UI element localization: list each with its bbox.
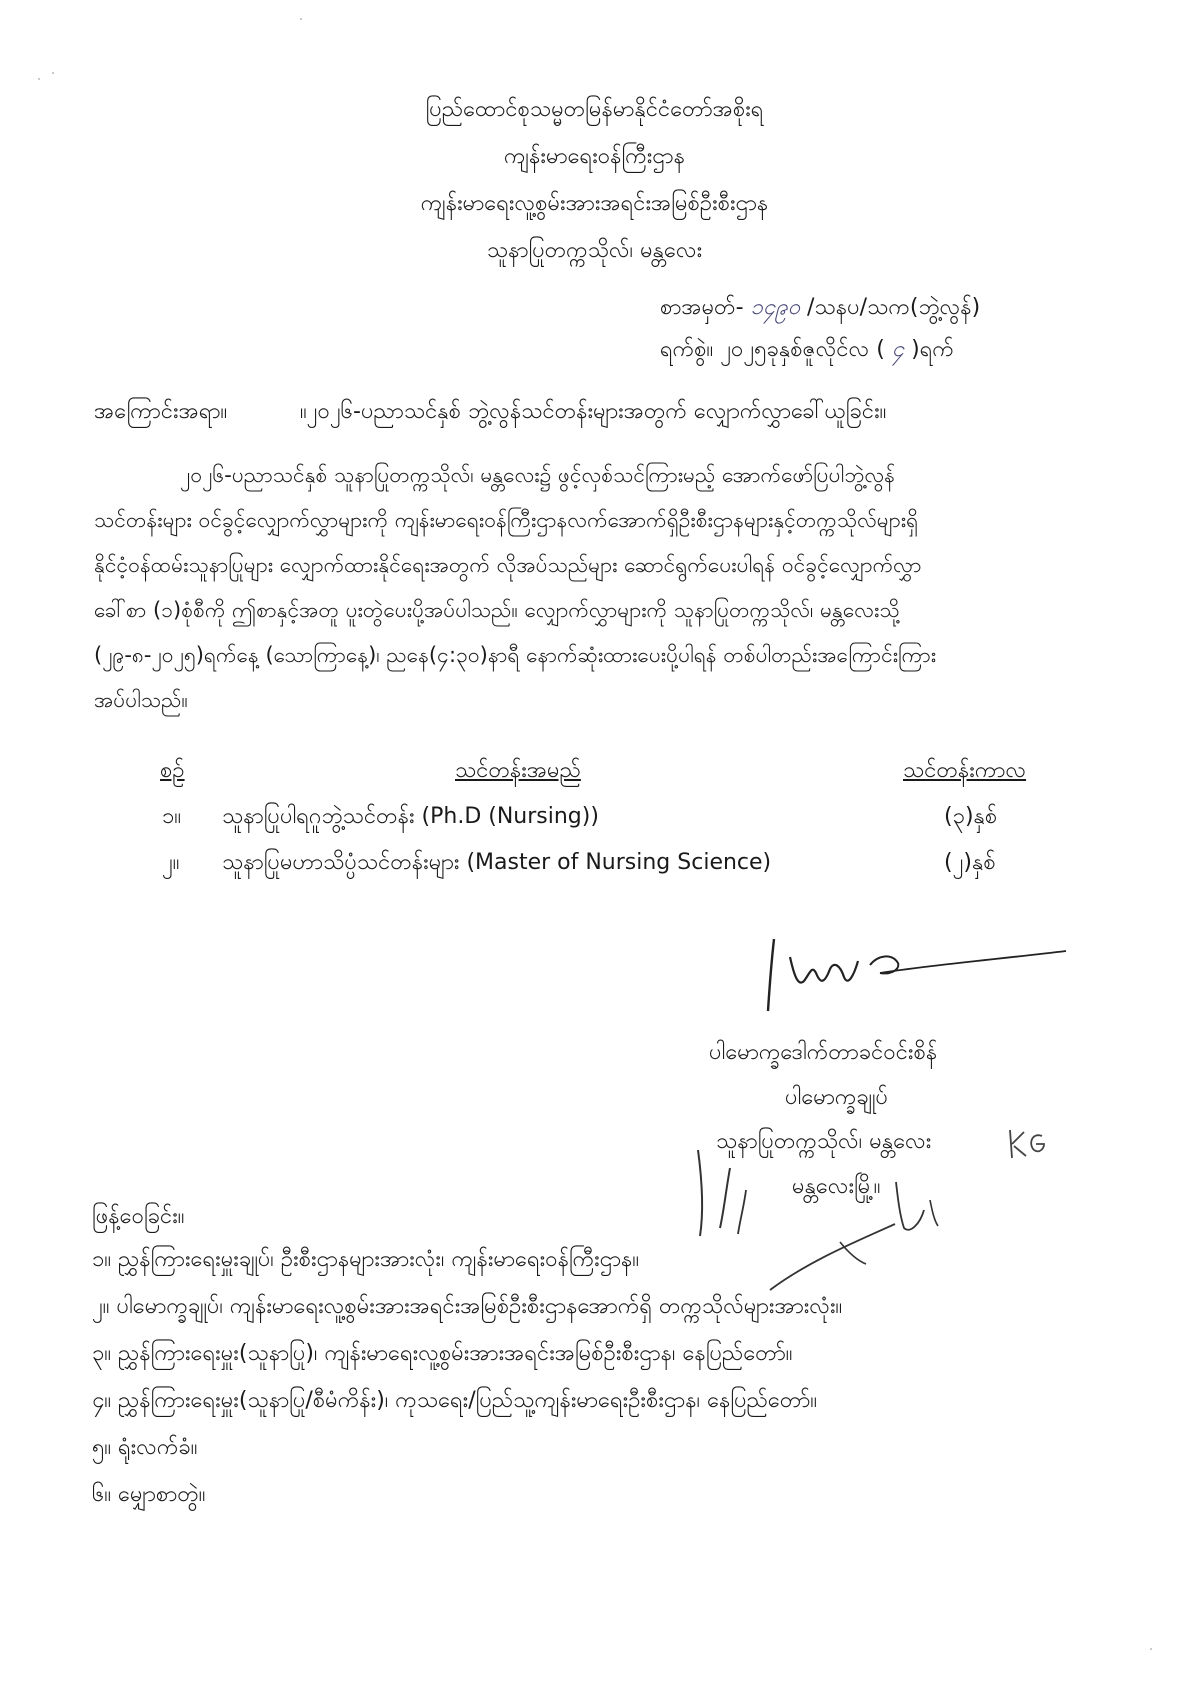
table-row-duration: (၃)နှစ် [944,804,998,829]
initials-scribble [690,1140,1010,1294]
distribution-item: ၁။ ညွှန်ကြားရေးမှူးချုပ်၊ ဦးစီးဌာနများအားလုံး၊ ကျန်းမာရေးဝန်ကြီးဌာန။ [92,1247,640,1272]
letter-number-prefix: စာအမှတ်- [660,295,744,320]
distribution-item: ၃။ ညွှန်ကြားရေးမှူး(သူနာပြု)၊ ကျန်းမာရေးလူ့စွမ်းအားအရင်းအမြစ်ဦးစီးဌာန၊ နေပြည်တော်။ [92,1341,793,1366]
letter-date-suffix: )ရက် [911,337,954,362]
signature-scribble [760,935,1080,1019]
distribution-item: ၅။ ရုံးလက်ခံ။ [92,1435,198,1460]
letter-number [660,293,980,323]
table-row-duration: (၂)နှစ် [944,850,996,875]
signatory-title: ပါမောက္ခချုပ် [785,1085,888,1110]
body-line: (၂၉-၈-၂၀၂၅)ရက်နေ့ (သောကြာနေ့)၊ ညနေ(၄:၃၀)နာရီ နောက်ဆုံးထားပေးပို့ပါရန် တစ်ပါတည်းအကြောင်းကြား [94,643,937,667]
scan-speck [300,18,302,20]
table-row-name: သူနာပြုမဟာသိပ္ပံသင်တန်းများ (Master of Nursing Science) [222,850,772,875]
body-line: နိုင်ငံ့ဝန်ထမ်းသူနာပြုများ လျှောက်ထားနိုင်ရေးအတွက် လိုအပ်သည်များ ဆောင်ရွက်ပေးပါရန် ဝင်ခွင့်လျှောက်လွှာ [94,553,922,577]
signatory-name: ပါမောက္ခဒေါက်တာခင်ဝင်းစိန် [709,1040,938,1065]
table-row-no: ၁။ [162,804,182,829]
subject-label: အကြောင်းအရာ။ [94,399,228,424]
subject-text: ။၂၀၂၆-ပညာသင်နှစ် ဘွဲ့လွန်သင်တန်းများအတွက် လျှောက်လွှာခေါ်ယူခြင်း။ [300,399,887,424]
table-row-name: သူနာပြုပါရဂူဘွဲ့သင်တန်း (Ph.D (Nursing)) [222,804,599,829]
table-header-duration: သင်တန်းကာလ [903,758,1027,783]
table-header-name: သင်တန်းအမည် [455,758,581,783]
table-header-no: စဉ် [160,758,185,783]
letter-date [660,335,954,365]
scan-speck [1150,1648,1152,1650]
header-government: ပြည်ထောင်စုသမ္မတမြန်မာနိုင်ငံတော်အစိုးရ [425,97,764,122]
distribution-item: ၄။ ညွှန်ကြားရေးမှူး(သူနာပြု/စီမံကိန်း)၊ ကုသရေး/ပြည်သူ့ကျန်းမာရေးဦးစီးဌာန၊ နေပြည်တော်။ [92,1388,817,1413]
body-line: သင်တန်းများ ဝင်ခွင့်လျှောက်လွှာများကို ကျန်းမာရေးဝန်ကြီးဌာနလက်အောက်ရှိဦးစီးဌာနများနှင့်တက္ကသိုလ်များရှိ [94,508,919,532]
letter-date-prefix: ရက်စွဲ။ ၂၀၂၅ခုနှစ်ဇူလိုင်လ ( [660,337,885,362]
body-line: အပ်ပါသည်။ [94,688,188,712]
header-department: ကျန်းမာရေးလူ့စွမ်းအားအရင်းအမြစ်ဦးစီးဌာန [420,191,769,216]
distribution-label: ဖြန့်ဝေခြင်း။ [92,1204,185,1229]
header-university: သူနာပြုတက္ကသိုလ်၊ မန္တလေး [486,238,703,263]
table-row-no: ၂။ [162,850,180,875]
signatory-city: မန္တလေးမြို့။ [792,1174,881,1199]
scan-speck [52,72,54,74]
scan-speck [38,78,40,80]
letter-date-handwritten: ၄ [891,337,905,362]
body-line: ခေါ်စာ (၁)စုံစီကို ဤစာနှင့်အတူ ပူးတွဲပေးပို့အပ်ပါသည်။ လျှောက်လွှာများကို သူနာပြုတက္ကသိုလ်၊ မန္တလေးသို့ [94,598,900,622]
letter-number-suffix: /သနပ/သက(ဘွဲ့လွန်) [807,295,981,320]
letter-number-handwritten: ၁၄၉၀ [750,295,801,320]
body-line: ၂၀၂၆-ပညာသင်နှစ် သူနာပြုတက္ကသိုလ်၊ မန္တလေး၌ ဖွင့်လှစ်သင်ကြားမည့် အောက်ဖော်ပြပါဘွဲ့လွန် [180,463,895,487]
initials-kg-mark [1004,1124,1050,1168]
distribution-item: ၆။ မျှောစာတွဲ။ [92,1482,206,1507]
header-ministry: ကျန်းမာရေးဝန်ကြီးဌာန [504,144,685,169]
distribution-item: ၂။ ပါမောက္ခချုပ်၊ ကျန်းမာရေးလူ့စွမ်းအားအရင်းအမြစ်ဦးစီးဌာနအောက်ရှိ တက္ကသိုလ်များအားလုံး။ [92,1294,843,1319]
signatory-organization: သူနာပြုတက္ကသိုလ်၊ မန္တလေး [716,1129,932,1154]
